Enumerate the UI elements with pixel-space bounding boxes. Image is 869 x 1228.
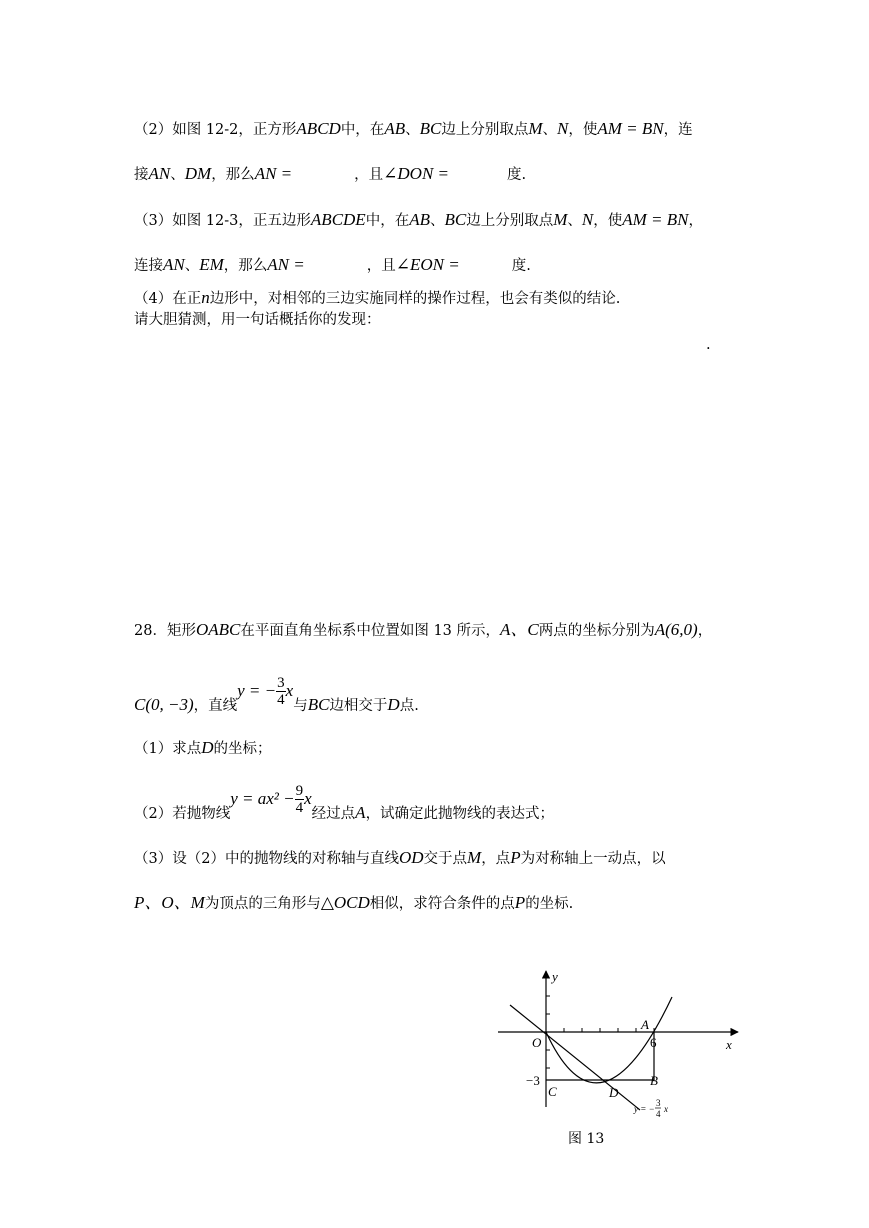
math-m: M: [528, 119, 543, 138]
label-d: D: [609, 1085, 619, 1100]
text: ，点: [481, 851, 511, 867]
math-p: P: [514, 893, 526, 912]
q28-sub3-line1: [134, 848, 666, 869]
text: 中，在: [340, 122, 385, 138]
q28-line1: [134, 620, 712, 641]
math-bc: BC: [307, 695, 330, 714]
text: （1）求点: [134, 741, 202, 757]
text: 、: [405, 122, 420, 138]
math-d: D: [387, 695, 400, 714]
math-an-eq: AN =: [267, 255, 305, 274]
text: ，且: [354, 167, 384, 183]
text: 为对称轴上一动点，以: [520, 851, 666, 867]
math-bc: BC: [444, 210, 467, 229]
text: .: [706, 337, 711, 353]
math-x: x: [304, 789, 312, 808]
text: ，: [697, 623, 713, 639]
figure-caption: 图 13: [568, 1131, 605, 1147]
text: 、: [429, 213, 445, 229]
text: 点.: [399, 698, 419, 714]
q28-line2: [134, 670, 419, 727]
text: 、: [567, 213, 582, 229]
denominator: 4: [277, 692, 285, 708]
math-a: A: [355, 803, 366, 822]
label-b: B: [650, 1073, 658, 1088]
text: ，那么: [223, 258, 268, 274]
math-m: M: [553, 210, 568, 229]
math-d: D: [201, 738, 214, 757]
text: 连接: [134, 258, 163, 274]
math-pom: P、O、M: [134, 893, 205, 912]
math-parabola-lhs: y = ax² −: [230, 789, 295, 808]
text: ，: [688, 213, 703, 229]
figure-13-coordinate-graph: [490, 965, 750, 1125]
text: 、: [170, 167, 185, 183]
text: ，直线: [193, 698, 238, 714]
text: ，试确定此抛物线的表达式；: [365, 806, 555, 822]
math-pentagon: ABCDE: [310, 210, 366, 229]
math-an: AN: [148, 164, 171, 183]
math-n: N: [581, 210, 594, 229]
text: 边上分别取点: [441, 122, 529, 138]
q28-sub2: [134, 778, 554, 835]
math-bc: BC: [419, 119, 442, 138]
eq-lhs: y = −: [634, 1104, 655, 1114]
text: 28．矩形: [134, 623, 196, 639]
label-six: 6: [650, 1035, 657, 1050]
text: ，使: [593, 213, 623, 229]
text: ，且: [366, 258, 396, 274]
math-x: x: [285, 681, 294, 700]
math-angle-eon: ∠EON =: [395, 255, 460, 274]
text: 与: [293, 698, 308, 714]
math-am-eq-bn: AM = BN: [597, 119, 664, 138]
math-ab: AB: [384, 119, 406, 138]
q27-p3-line2: [134, 255, 531, 276]
math-em: EM: [199, 255, 224, 274]
text: （2）若抛物线: [134, 806, 231, 822]
q28-sub1: [134, 738, 272, 759]
text: 为顶点的三角形与: [204, 896, 321, 912]
math-ab: AB: [409, 210, 430, 229]
fraction-3-4: [276, 675, 286, 708]
math-triangle-ocd: △OCD: [320, 893, 370, 912]
text: 度.: [511, 258, 531, 274]
math-n: n: [201, 288, 210, 307]
text: 相似，求符合条件的点: [369, 896, 515, 912]
math-point-c: C(0, −3): [134, 695, 194, 714]
q27-p5-end: [706, 335, 711, 355]
denominator: 4: [295, 800, 304, 816]
text: 请大胆猜测，用一句话概括你的发现：: [134, 312, 381, 328]
text: ，连: [663, 122, 693, 138]
eq-num: 3: [656, 1098, 661, 1108]
label-o: O: [532, 1035, 542, 1050]
math-square: ABCD: [296, 119, 341, 138]
math-dm: DM: [184, 164, 212, 183]
math-am-eq-bn: AM = BN: [622, 210, 689, 229]
eq-x: x: [664, 1104, 668, 1114]
math-ac: A、C: [500, 620, 539, 639]
label-c: C: [548, 1084, 557, 1099]
label-neg3: −3: [526, 1073, 540, 1088]
numerator: 3: [277, 675, 285, 691]
q28-sub3-line2: [134, 893, 573, 914]
line-od: [510, 1005, 640, 1110]
q27-p2-line1: [134, 119, 693, 140]
text: ，那么: [211, 167, 255, 183]
math-an-eq: AN =: [254, 164, 293, 183]
text: 交于点: [423, 851, 468, 867]
text: 接: [134, 167, 149, 183]
label-a: A: [641, 1017, 649, 1032]
q27-p4: [134, 288, 620, 309]
math-od: OD: [398, 848, 424, 867]
math-m: M: [467, 848, 482, 867]
text: 、: [184, 258, 200, 274]
text: （3）如图 12-3，正五边形: [134, 213, 311, 229]
math-an: AN: [163, 255, 185, 274]
text: 的坐标；: [213, 741, 272, 757]
math-angle-don: ∠DON =: [383, 164, 449, 183]
q27-p5: [134, 310, 381, 330]
text: （4）在正: [134, 291, 202, 307]
text: 中，在: [365, 213, 410, 229]
text: 度.: [507, 167, 527, 183]
text: 边形中，对相邻的三边实施同样的操作过程，也会有类似的结论.: [209, 291, 621, 307]
text: ，使: [568, 122, 598, 138]
math-point-a: A(6,0): [654, 620, 698, 639]
text: 边上分别取点: [466, 213, 554, 229]
text: 经过点: [311, 806, 356, 822]
line-equation-label: [633, 1098, 668, 1119]
label-y: y: [552, 969, 558, 984]
math-n: N: [557, 119, 569, 138]
text: 在平面直角坐标系中位置如图 13 所示，: [240, 623, 501, 639]
text: 两点的坐标分别为: [538, 623, 655, 639]
numerator: 9: [295, 783, 304, 799]
text: 的坐标.: [525, 896, 574, 912]
math-line-lhs: y = −: [237, 681, 277, 700]
text: （3）设（2）中的抛物线的对称轴与直线: [134, 851, 399, 867]
text: （2）如图 12-2，正方形: [134, 122, 297, 138]
text: 、: [542, 122, 557, 138]
text: 边相交于: [329, 698, 388, 714]
eq-den: 4: [656, 1109, 661, 1119]
q27-p2-line2: [134, 164, 526, 185]
math-p: P: [510, 848, 521, 867]
q27-p3-line1: [134, 210, 703, 231]
math-oabc: OABC: [195, 620, 241, 639]
fraction-9-4: [295, 783, 305, 816]
label-x: x: [726, 1037, 732, 1052]
